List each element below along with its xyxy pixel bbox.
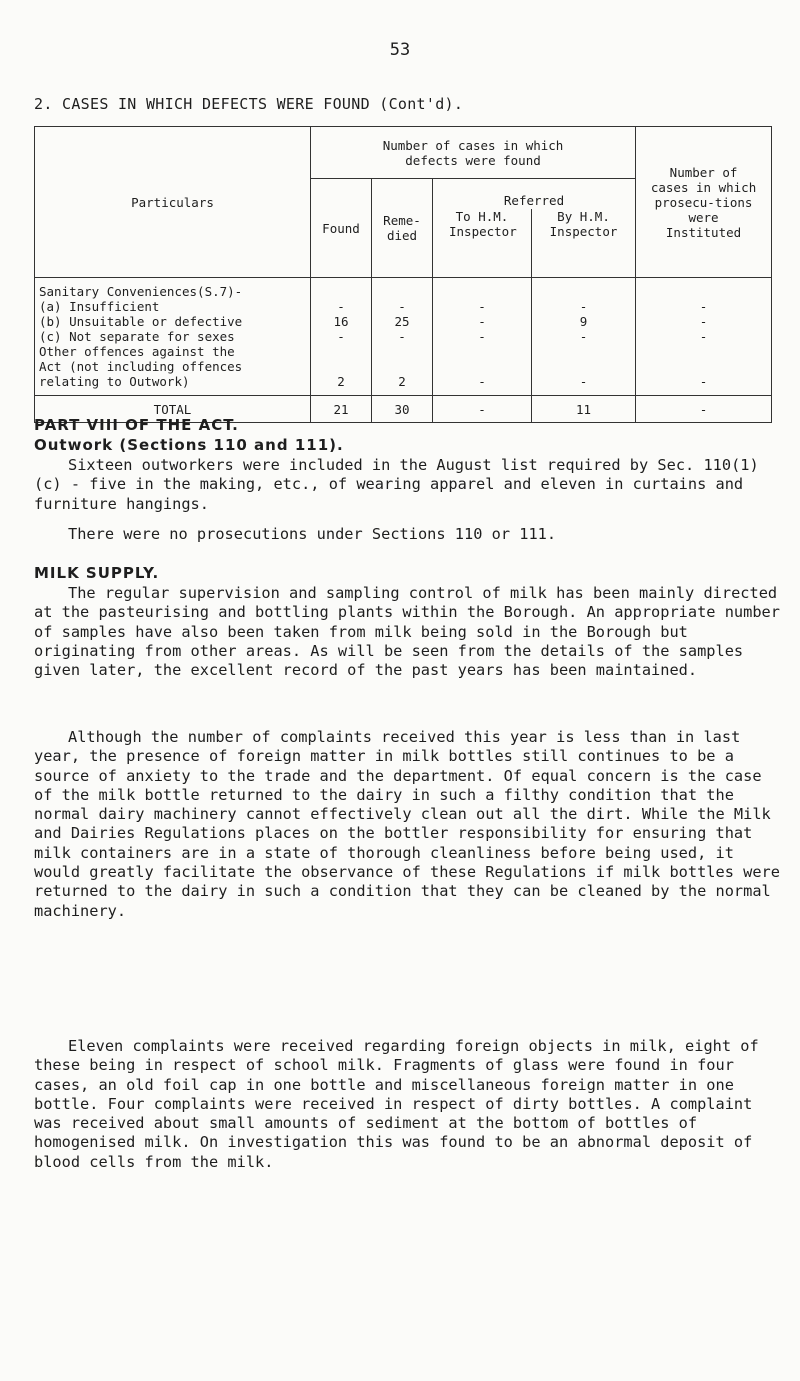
total-to-hm: - bbox=[433, 396, 532, 423]
prosecutions-value bbox=[639, 359, 768, 374]
to-hm-value bbox=[436, 284, 528, 299]
remedied-value bbox=[375, 284, 429, 299]
to-hm-value: - bbox=[478, 299, 486, 314]
prosecutions-value: - bbox=[699, 299, 708, 314]
remedied-value bbox=[375, 359, 429, 374]
by-hm-value bbox=[535, 284, 632, 299]
header-to-hm: To H.M. Inspector bbox=[433, 209, 532, 277]
header-particulars: Particulars bbox=[35, 127, 311, 278]
milk-supply-heading: MILK SUPPLY. bbox=[34, 564, 160, 582]
by-hm-value: - bbox=[579, 299, 588, 314]
to-hm-cell bbox=[433, 278, 532, 396]
header-referred: Referred bbox=[503, 193, 565, 208]
remedied-value: - bbox=[398, 329, 406, 344]
prosecutions-value bbox=[639, 284, 768, 299]
particular-label: Sanitary Conveniences(S.7)- bbox=[39, 284, 243, 299]
found-value bbox=[314, 344, 368, 359]
milk-paragraph-2: Although the number of complaints received this year is less than in last year, the presence of foreign matter in milk bottles still continues to be a source of anxiety to the trade and the department. Of equal concern is the case of the milk bottle returned to the dairy in such a filthy condition that the normal dairy machinery cannot effectively clean out all the dirt. While the Milk and Dairies Regulations places on the bottler responsibility for ensuring that milk containers are in a state of thorough cleanliness before being used, it would greatly facilitate the observance of these Regulations if milk bottles were returned to the dairy in such a condition that they can be cleaned by the normal machinery. bbox=[34, 728, 780, 920]
header-group: Number of cases in which defects were found bbox=[311, 127, 636, 179]
total-by-hm: 11 bbox=[532, 396, 636, 423]
page-number: 53 bbox=[389, 40, 411, 60]
found-value: 16 bbox=[333, 314, 349, 329]
particular-label: (a) Insufficient bbox=[39, 299, 160, 314]
defects-table bbox=[34, 126, 772, 423]
total-prosecutions: - bbox=[636, 396, 772, 423]
prosecutions-value: - bbox=[699, 329, 708, 344]
to-hm-value: - bbox=[478, 374, 486, 389]
remedied-value: 25 bbox=[394, 314, 410, 329]
remedied-cell bbox=[372, 278, 433, 396]
to-hm-value: - bbox=[478, 314, 486, 329]
by-hm-value: 9 bbox=[579, 314, 588, 329]
particulars-cell bbox=[35, 278, 311, 396]
particular-label: (b) Unsuitable or defective bbox=[39, 314, 243, 329]
prosecutions-value: - bbox=[699, 314, 708, 329]
total-remedied: 30 bbox=[372, 396, 433, 423]
milk-paragraph-3: Eleven complaints were received regarding foreign objects in milk, eight of these being in respect of school milk. Fragments of glass were found in four cases, an old foil cap in one bottle and miscellaneous foreign matter in one bottle. Four complaints were received in respect of dirty bottles. A complaint was received about small amounts of sediment at the bottom of bottles of homogenised milk. On investigation this was found to be an abnormal deposit of blood cells from the milk. bbox=[34, 1037, 759, 1171]
remedied-value bbox=[375, 344, 429, 359]
by-hm-value: - bbox=[579, 329, 588, 344]
remedied-value: - bbox=[398, 299, 406, 314]
section-title: 2. CASES IN WHICH DEFECTS WERE FOUND (Cont'd). bbox=[34, 95, 464, 113]
particular-label: relating to Outwork) bbox=[39, 374, 190, 389]
found-value bbox=[314, 284, 368, 299]
particular-label: Act (not including offences bbox=[39, 359, 243, 374]
prosecutions-value bbox=[639, 344, 768, 359]
by-hm-value bbox=[535, 344, 632, 359]
found-cell bbox=[311, 278, 372, 396]
by-hm-cell bbox=[532, 278, 636, 396]
total-found: 21 bbox=[311, 396, 372, 423]
to-hm-value: - bbox=[478, 329, 486, 344]
remedied-value: 2 bbox=[398, 374, 406, 389]
header-found: Found bbox=[311, 179, 372, 278]
header-by-hm: By H.M. Inspector bbox=[549, 209, 618, 239]
found-value: - bbox=[337, 329, 345, 344]
by-hm-value bbox=[535, 359, 632, 374]
by-hm-value: - bbox=[579, 374, 588, 389]
milk-paragraph-1: The regular supervision and sampling control of milk has been mainly directed at the pasteurising and bottling plants within the Borough. An appropriate number of samples have also been taken from milk being sold in the Borough but originating from other areas. As will be seen from the details of the samples given later, the excellent record of the past years has been maintained. bbox=[34, 584, 780, 680]
header-prosecutions: Number of cases in which prosecu-tions were Instituted bbox=[636, 127, 772, 278]
outwork-paragraph-2: There were no prosecutions under Sections 110 or 111. bbox=[68, 525, 557, 543]
found-value: 2 bbox=[337, 374, 345, 389]
prosecutions-value: - bbox=[699, 374, 708, 389]
particular-label: (c) Not separate for sexes bbox=[39, 329, 235, 344]
total-label: TOTAL bbox=[35, 396, 311, 423]
to-hm-value bbox=[436, 344, 528, 359]
prosecutions-cell bbox=[636, 278, 772, 396]
to-hm-value bbox=[436, 359, 528, 374]
outwork-heading: Outwork (Sections 110 and 111). bbox=[34, 436, 344, 454]
found-value bbox=[314, 359, 368, 374]
outwork-paragraph-1: Sixteen outworkers were included in the August list required by Sec. 110(1)(c) - five in the making, etc., of wearing apparel and eleven in curtains and furniture hangings. bbox=[34, 456, 759, 513]
found-value: - bbox=[337, 299, 345, 314]
part8-heading: PART VIII OF THE ACT. bbox=[34, 416, 239, 434]
header-remedied: Reme-died bbox=[372, 179, 433, 278]
particular-label: Other offences against the bbox=[39, 344, 235, 359]
